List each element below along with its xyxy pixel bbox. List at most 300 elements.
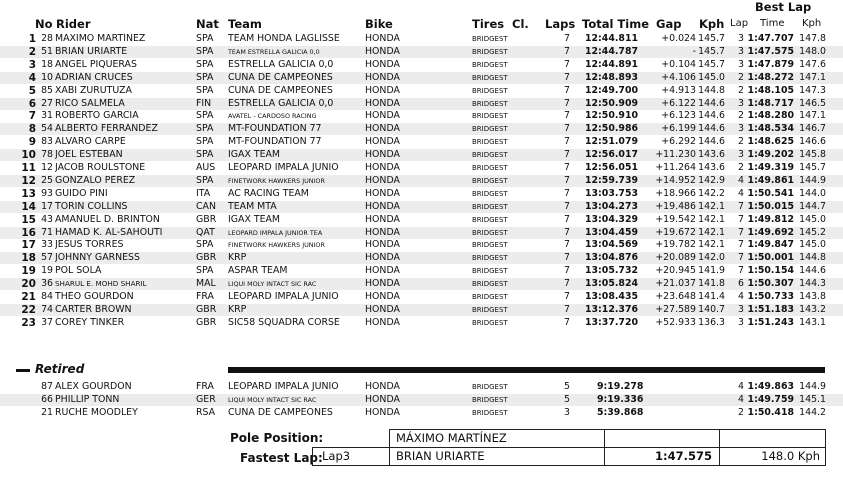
- bike: HONDA: [365, 136, 400, 148]
- nationality: SPA: [196, 265, 214, 277]
- table-row: [0, 136, 843, 148]
- table-row: [0, 239, 843, 251]
- best-lap-time: 1:50.733: [747, 291, 794, 302]
- rider-name: RUCHÉ MOODLEY: [55, 407, 138, 418]
- bike: HONDA: [365, 316, 400, 328]
- tires: BRIDGEST: [472, 305, 508, 314]
- position: 4: [28, 71, 36, 84]
- avg-kph: 145.7: [698, 45, 725, 57]
- best-lap-kph: 143.8: [799, 291, 826, 302]
- nationality: SPA: [196, 110, 214, 122]
- best-lap-time: 1:48.625: [747, 136, 794, 148]
- laps: 7: [564, 45, 570, 57]
- best-lap-kph: 145.0: [799, 213, 826, 225]
- laps: 7: [564, 265, 570, 277]
- gap: +11.230: [655, 149, 696, 161]
- avg-kph: 144.6: [698, 97, 725, 109]
- tires: BRIDGEST: [472, 176, 508, 185]
- tires: BRIDGEST: [472, 215, 508, 224]
- avg-kph: 142.1: [698, 213, 725, 225]
- fastest-lap-label: Fastest Lap:: [240, 451, 323, 465]
- total-time: 12:50.910: [585, 110, 638, 122]
- retired-row: [0, 407, 843, 419]
- avg-kph: 141.9: [698, 265, 725, 277]
- col-best-lap-number: Lap: [730, 18, 749, 29]
- nationality: SPA: [196, 33, 214, 44]
- avg-kph: 136.3: [698, 316, 725, 328]
- tires: BRIDGEST: [472, 396, 508, 404]
- bike: HONDA: [365, 394, 400, 405]
- best-lap-kph: 147.8: [799, 33, 826, 44]
- retired-label: Retired: [35, 362, 85, 376]
- laps: 3: [564, 407, 570, 418]
- best-lap-number: 4: [738, 381, 744, 392]
- team-name: SIC58 SQUADRA CORSE: [228, 316, 340, 328]
- avg-kph: 142.2: [698, 187, 725, 199]
- bike: HONDA: [365, 84, 400, 96]
- avg-kph: 144.6: [698, 136, 725, 148]
- gap: +19.486: [655, 200, 696, 212]
- nationality: SPA: [196, 84, 214, 96]
- gap: -: [692, 45, 696, 57]
- best-lap-time: 1:48.105: [747, 84, 794, 96]
- avg-kph: 141.4: [698, 291, 725, 302]
- rider-number: 36: [41, 278, 53, 290]
- laps: 7: [564, 58, 570, 70]
- total-time: 12:56.017: [585, 149, 638, 161]
- rider-name: JESUS TORRES: [55, 239, 124, 251]
- gap: +19.782: [655, 239, 696, 251]
- best-lap-number: 4: [738, 291, 744, 302]
- position: 12: [21, 174, 36, 187]
- nationality: AUS: [196, 162, 216, 173]
- position: 5: [28, 84, 36, 97]
- gap: +21.037: [655, 278, 696, 290]
- best-lap-time: 1:50.001: [747, 252, 794, 264]
- table-row: [0, 59, 843, 71]
- best-lap-time: 1:48.534: [747, 123, 794, 135]
- table-row: [0, 291, 843, 303]
- rider-name: ALBERTO FERRÁNDEZ: [55, 123, 158, 135]
- nationality: GBR: [196, 213, 217, 225]
- best-lap-kph: 147.3: [799, 84, 826, 96]
- table-row: [0, 278, 843, 290]
- rider-number: 19: [41, 265, 53, 277]
- position: 7: [28, 110, 36, 123]
- team-name: KRP: [228, 303, 247, 315]
- table-row: [0, 317, 843, 329]
- nationality: GBR: [196, 252, 217, 264]
- laps: 7: [564, 71, 570, 83]
- position: 21: [21, 291, 36, 303]
- total-time: 13:04.876: [585, 252, 638, 264]
- team-name: MT-FOUNDATION 77: [228, 123, 322, 135]
- rider-number: 31: [41, 110, 53, 122]
- bike: HONDA: [365, 278, 400, 290]
- best-lap-number: 3: [738, 33, 744, 44]
- tires: BRIDGEST: [472, 189, 508, 198]
- nationality: SPA: [196, 71, 214, 83]
- best-lap-kph: 143.2: [799, 303, 826, 315]
- total-time: 13:03.753: [585, 187, 638, 199]
- best-lap-number: 4: [738, 174, 744, 186]
- tires: BRIDGEST: [472, 409, 508, 417]
- rider-name: GONZALO PÉREZ: [55, 174, 136, 186]
- laps: 7: [564, 174, 570, 186]
- bike: HONDA: [365, 187, 400, 199]
- avg-kph: 142.1: [698, 239, 725, 251]
- rider-name: CARTER BROWN: [55, 303, 132, 315]
- best-lap-number: 7: [738, 213, 744, 225]
- avg-kph: 143.6: [698, 162, 725, 173]
- total-time: 12:44.811: [585, 33, 638, 44]
- rider-name: THÉO GOURDON: [55, 291, 134, 302]
- fastest-kph: 148.0 Kph: [761, 449, 820, 463]
- nationality: SPA: [196, 149, 214, 161]
- best-lap-number: 4: [738, 394, 744, 405]
- rider-number: 25: [41, 174, 53, 186]
- best-lap-number: 2: [738, 110, 744, 122]
- laps: 7: [564, 149, 570, 161]
- bike: HONDA: [365, 174, 400, 186]
- bike: HONDA: [365, 58, 400, 70]
- rider-number: 28: [41, 33, 53, 44]
- team-name: TEAM ESTRELLA GALICIA 0,0: [228, 47, 320, 56]
- position: 23: [21, 316, 36, 329]
- rider-number: 37: [41, 316, 53, 328]
- bike: HONDA: [365, 123, 400, 135]
- rider-name: BRIAN URIARTE: [55, 45, 128, 57]
- col-total-time: Total Time: [582, 17, 649, 31]
- total-time: 12:51.079: [585, 136, 638, 148]
- nationality: SPA: [196, 174, 214, 186]
- rider-number: 27: [41, 97, 53, 109]
- best-lap-number: 7: [738, 252, 744, 264]
- best-lap-number: 3: [738, 45, 744, 57]
- team-name: ESTRELLA GALICIA 0,0: [228, 97, 334, 109]
- col-bike: Bike: [365, 17, 393, 31]
- best-lap-kph: 144.6: [799, 265, 826, 277]
- team-name: AC RACING TEAM: [228, 187, 309, 199]
- best-lap-kph: 144.0: [799, 187, 826, 199]
- table-row: [0, 162, 843, 174]
- table-row: [0, 188, 843, 200]
- best-lap-time: 1:49.202: [747, 149, 794, 161]
- best-lap-number: 7: [738, 200, 744, 212]
- rider-name: PHILLIP TONN: [55, 394, 120, 405]
- best-lap-number: 7: [738, 226, 744, 238]
- position: 1: [28, 33, 36, 45]
- best-lap-time: 1:51.183: [747, 303, 794, 315]
- position: 13: [21, 187, 36, 200]
- avg-kph: 145.7: [698, 58, 725, 70]
- gap: +6.123: [661, 110, 696, 122]
- rider-number: 17: [41, 200, 53, 212]
- table-row: [0, 201, 843, 213]
- tires: BRIDGEST: [472, 164, 508, 172]
- col-laps: Laps: [545, 17, 576, 31]
- best-lap-kph: 144.2: [799, 407, 826, 418]
- bike: HONDA: [365, 239, 400, 251]
- position: 11: [21, 162, 36, 174]
- table-row: [0, 304, 843, 316]
- best-lap-number: 3: [738, 149, 744, 161]
- position: 14: [21, 200, 36, 213]
- team-name: CUNA DE CAMPEONES: [228, 84, 333, 96]
- rider-number: 85: [41, 84, 53, 96]
- bike: HONDA: [365, 213, 400, 225]
- nationality: GBR: [196, 303, 217, 315]
- bike: HONDA: [365, 71, 400, 83]
- total-time: 9:19.278: [597, 381, 644, 392]
- tires: BRIDGEST: [472, 125, 508, 134]
- best-lap-time: 1:49.759: [747, 394, 794, 405]
- team-name: CUNA DE CAMPEONES: [228, 71, 333, 83]
- avg-kph: 145.0: [698, 71, 725, 83]
- rider-name: GUIDO PINI: [55, 187, 108, 199]
- team-name: TEAM HONDA LAGLISSE: [228, 33, 340, 44]
- laps: 5: [564, 394, 570, 405]
- table-row: [0, 175, 843, 187]
- best-lap-time: 1:49.812: [747, 213, 794, 225]
- position: 18: [21, 252, 36, 265]
- best-lap-kph: 148.0: [799, 45, 826, 57]
- pole-rider: MÁXIMO MARTÍNEZ: [396, 431, 507, 445]
- rider-number: 54: [41, 123, 53, 135]
- table-row: [0, 72, 843, 84]
- gap: +52.933: [655, 316, 696, 328]
- avg-kph: 141.8: [698, 278, 725, 290]
- total-time: 12:49.700: [585, 84, 638, 96]
- gap: +6.199: [661, 123, 696, 135]
- gap: +18.966: [655, 187, 696, 199]
- rider-name: XABI ZURUTUZA: [55, 84, 132, 96]
- best-lap-time: 1:50.418: [747, 407, 794, 418]
- position: 15: [21, 213, 36, 226]
- best-lap-time: 1:49.319: [747, 162, 794, 173]
- bike: HONDA: [365, 200, 400, 212]
- total-time: 13:08.435: [585, 291, 638, 302]
- laps: 7: [564, 187, 570, 199]
- laps: 7: [564, 33, 570, 44]
- total-time: 5:39.868: [597, 407, 644, 418]
- tires: BRIDGEST: [472, 35, 508, 43]
- rider-name: ANGEL PIQUERAS: [55, 58, 137, 70]
- best-lap-number: 2: [738, 136, 744, 148]
- bike: HONDA: [365, 110, 400, 122]
- nationality: FIN: [196, 97, 212, 109]
- total-time: 13:04.459: [585, 226, 638, 238]
- best-lap-time: 1:48.272: [747, 71, 794, 83]
- best-lap-kph: 144.8: [799, 252, 826, 264]
- laps: 7: [564, 226, 570, 238]
- team-name: TEAM MTA: [228, 200, 277, 212]
- avg-kph: 142.9: [698, 174, 725, 186]
- total-time: 12:56.051: [585, 162, 638, 173]
- total-time: 13:04.329: [585, 213, 638, 225]
- nationality: QAT: [196, 226, 215, 238]
- rider-name: ROBERTO GARCIA: [55, 110, 139, 122]
- position: 10: [21, 149, 36, 162]
- fastest-lap-number: Lap3: [322, 449, 351, 463]
- avg-kph: 142.1: [698, 226, 725, 238]
- team-name: LEOPARD IMPALA JUNIO: [228, 381, 339, 392]
- tires: BRIDGEST: [472, 254, 508, 263]
- col-best-lap-kph: Kph: [802, 18, 822, 29]
- bike: HONDA: [365, 381, 400, 392]
- rider-number: 10: [41, 71, 53, 83]
- laps: 7: [564, 110, 570, 122]
- best-lap-kph: 147.1: [799, 71, 826, 83]
- table-row: [0, 123, 843, 135]
- rider-number: 66: [41, 394, 53, 405]
- rider-name: ALEX GOURDON: [55, 381, 132, 392]
- best-lap-kph: 145.1: [799, 394, 826, 405]
- position: 6: [28, 97, 36, 110]
- best-lap-time: 1:51.243: [747, 316, 794, 328]
- best-lap-time: 1:50.015: [747, 200, 794, 212]
- bike: HONDA: [365, 45, 400, 57]
- best-lap-number: 3: [738, 123, 744, 135]
- total-time: 12:59.739: [585, 174, 638, 186]
- rider-number: 12: [41, 162, 53, 173]
- nationality: FRA: [196, 291, 214, 302]
- col-gap: Gap: [656, 17, 682, 31]
- best-lap-number: 2: [738, 162, 744, 173]
- laps: 7: [564, 239, 570, 251]
- tires: BRIDGEST: [472, 73, 508, 82]
- best-lap-number: 2: [738, 407, 744, 418]
- best-lap-number: 2: [738, 84, 744, 96]
- tires: BRIDGEST: [472, 112, 508, 121]
- laps: 7: [564, 213, 570, 225]
- best-lap-kph: 144.3: [799, 278, 826, 290]
- col-best-lap-time: Time: [760, 18, 785, 29]
- avg-kph: 142.1: [698, 200, 725, 212]
- nationality: SPA: [196, 239, 214, 251]
- laps: 7: [564, 303, 570, 315]
- nationality: RSA: [196, 407, 216, 418]
- rider-name: COREY TINKER: [55, 316, 125, 328]
- team-name: IGAX TEAM: [228, 213, 280, 225]
- avg-kph: 144.8: [698, 84, 725, 96]
- nationality: MAL: [196, 278, 216, 290]
- team-name: LIQUI MOLY INTACT SIC RAC: [228, 396, 317, 404]
- position: 9: [28, 136, 36, 149]
- tires: BRIDGEST: [472, 267, 508, 276]
- pole-kph-box: [719, 429, 826, 448]
- total-time: 13:05.732: [585, 265, 638, 277]
- table-row: [0, 33, 843, 45]
- team-name: FINETWORK HAWKERS JUNIOR: [228, 176, 325, 185]
- table-row: [0, 110, 843, 122]
- team-name: KRP: [228, 252, 247, 264]
- table-row: [0, 227, 843, 239]
- total-time: 12:44.891: [585, 58, 638, 70]
- nationality: GER: [196, 394, 216, 405]
- total-time: 13:04.569: [585, 239, 638, 251]
- avg-kph: 144.6: [698, 123, 725, 135]
- team-name: ESTRELLA GALICIA 0,0: [228, 58, 334, 70]
- nationality: SPA: [196, 45, 214, 57]
- table-row: [0, 85, 843, 97]
- retired-row: [0, 381, 843, 393]
- best-lap-kph: 145.0: [799, 239, 826, 251]
- team-name: LEOPARD IMPALA JUNIO: [228, 291, 339, 302]
- gap: +4.106: [661, 71, 696, 83]
- team-name: AVATEL - CARDOSO RACING: [228, 112, 317, 121]
- bike: HONDA: [365, 252, 400, 264]
- best-lap-number: 7: [738, 239, 744, 251]
- gap: +11.264: [655, 162, 696, 173]
- avg-kph: 143.6: [698, 149, 725, 161]
- team-name: LEOPARD IMPALA JUNIOR TEA: [228, 228, 323, 237]
- rider-number: 83: [41, 136, 53, 148]
- gap: +20.089: [655, 252, 696, 264]
- bike: HONDA: [365, 303, 400, 315]
- best-lap-time: 1:50.307: [747, 278, 794, 290]
- total-time: 12:50.909: [585, 97, 638, 109]
- laps: 7: [564, 316, 570, 328]
- total-time: 12:50.986: [585, 123, 638, 135]
- best-lap-kph: 147.1: [799, 110, 826, 122]
- table-row: [0, 265, 843, 277]
- best-lap-kph: 143.1: [799, 316, 826, 328]
- tires: BRIDGEST: [472, 99, 508, 108]
- tires: BRIDGEST: [472, 383, 508, 391]
- retired-row: [0, 394, 843, 406]
- fastest-rider: BRIAN URIARTE: [396, 449, 485, 463]
- col-team: Team: [228, 17, 262, 31]
- col-class: Cl.: [512, 17, 529, 31]
- gap: +0.024: [661, 33, 696, 44]
- best-lap-time: 1:49.692: [747, 226, 794, 238]
- rider-number: 51: [41, 45, 53, 57]
- gap: +20.945: [655, 265, 696, 277]
- position: 19: [21, 265, 36, 278]
- tires: BRIDGEST: [472, 60, 508, 69]
- laps: 7: [564, 278, 570, 290]
- best-lap-kph: 144.9: [799, 381, 826, 392]
- rider-name: RICO SALMELA: [55, 97, 125, 109]
- rider-name: SHARUL E. MOHD SHARIL: [55, 279, 147, 289]
- tires: BRIDGEST: [472, 202, 508, 211]
- team-name: FINETWORK HAWKERS JUNIOR: [228, 241, 325, 250]
- col-kph: Kph: [699, 17, 725, 31]
- best-lap-kph: 145.2: [799, 226, 826, 238]
- best-lap-number: 3: [738, 316, 744, 328]
- gap: +19.672: [655, 226, 696, 238]
- bike: HONDA: [365, 226, 400, 238]
- best-lap-kph: 146.5: [799, 97, 826, 109]
- avg-kph: 142.0: [698, 252, 725, 264]
- laps: 7: [564, 200, 570, 212]
- rider-number: 21: [41, 407, 53, 418]
- nationality: FRA: [196, 381, 214, 392]
- rider-name: ADRIÁN CRUCES: [55, 71, 133, 83]
- rider-name: MÁXIMO MARTÍNEZ: [55, 33, 146, 44]
- retired-divider: [228, 367, 825, 373]
- fastest-time: 1:47.575: [655, 449, 712, 463]
- avg-kph: 140.7: [698, 303, 725, 315]
- team-name: LIQUI MOLY INTACT SIC RAC: [228, 280, 317, 289]
- laps: 7: [564, 136, 570, 148]
- tires: BRIDGEST: [472, 86, 508, 95]
- best-lap-time: 1:50.154: [747, 265, 794, 277]
- tires: BRIDGEST: [472, 293, 508, 301]
- laps: 7: [564, 84, 570, 96]
- position: 8: [28, 123, 36, 136]
